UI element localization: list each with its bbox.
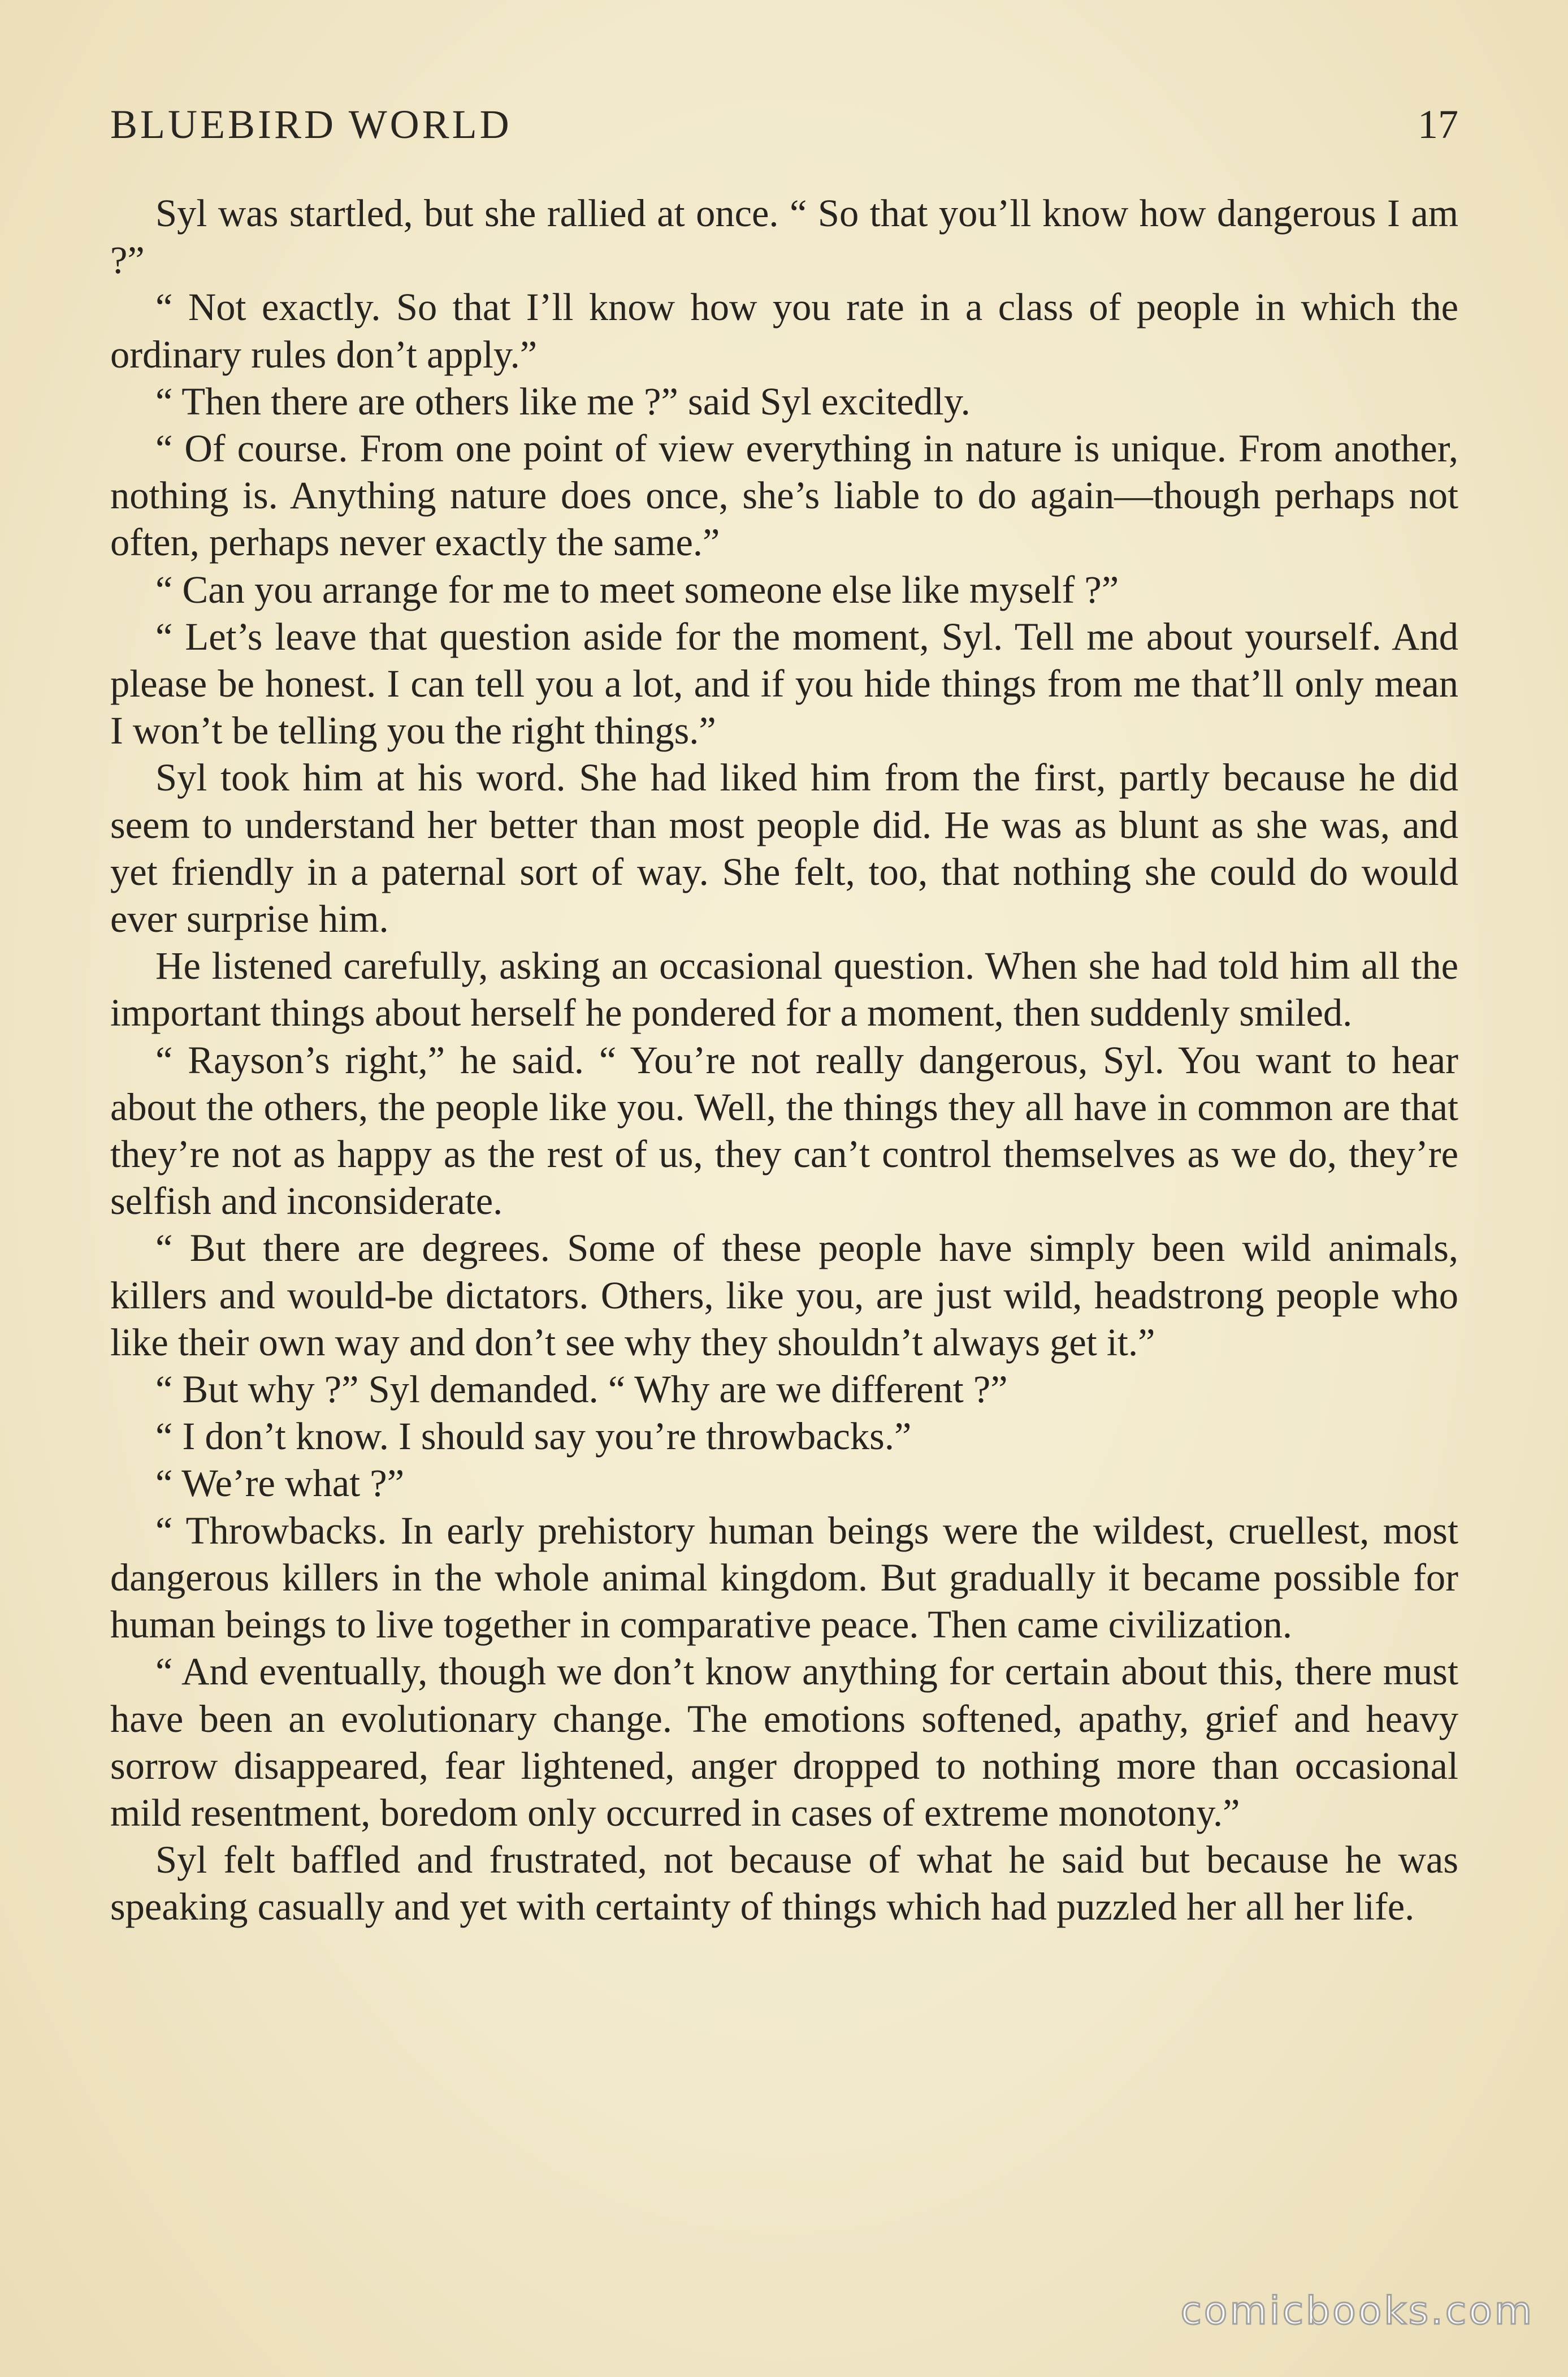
paragraph: Syl was startled, but she rallied at once. “ So that you’ll know how dangerous I am ?” [110, 192, 1458, 282]
running-head: BLUEBIRD WORLD [110, 102, 512, 147]
paragraph: “ I don’t know. I should say you’re throwbacks.” [155, 1415, 912, 1458]
paragraph: “ Rayson’s right,” he said. “ You’re not really dangerous, Syl. You want to hear about the others, the people like you. Well, the things they all have in common are that they’re not as happy as the rest of us, they can’t control themselves as we do, they’re selfish and inconsiderate. [110, 1038, 1458, 1223]
paragraph: “ We’re what ?” [155, 1462, 405, 1505]
watermark: comicbooks.com [1180, 2289, 1534, 2333]
paragraph: Syl took him at his word. She had liked him from the first, partly because he did seem to understand her better than most people did. He was as blunt as she was, and yet friendly in a paternal sort of way. She felt, too, that nothing she could do would ever surprise him. [110, 756, 1458, 941]
page-number: 17 [1418, 102, 1458, 147]
paragraph: “ Then there are others like me ?” said Syl excitedly. [155, 379, 971, 423]
paragraph: “ Not exactly. So that I’ll know how you rate in a class of people in which the ordinary rules don’t apply.” [110, 286, 1458, 376]
paragraph: “ Throwbacks. In early prehistory human beings were the wildest, cruellest, most dangerous killers in the whole animal kingdom. But gradually it became possible for human beings to live together in comparative peace. Then came civilization. [110, 1509, 1458, 1646]
paragraph: “ Can you arrange for me to meet someone else like myself ?” [155, 568, 1119, 611]
page-header [110, 96, 1458, 158]
body-text [110, 190, 1458, 1931]
paragraph: Syl felt baffled and frustrated, not because of what he said but because he was speaking casually and yet with certainty of things which had puzzled her all her life. [110, 1838, 1458, 1929]
paragraph: “ Let’s leave that question aside for the moment, Syl. Tell me about yourself. And please be honest. I can tell you a lot, and if you hide things from me that’ll only mean I won’t be telling you the right things.” [110, 615, 1458, 753]
paragraph: “ But why ?” Syl demanded. “ Why are we different ?” [155, 1368, 1008, 1411]
paragraph: “ And eventually, though we don’t know anything for certain about this, there must have been an evolutionary change. The emotions softened, apathy, grief and heavy sorrow disappeared, fear lightened, anger dropped to nothing more than occasional mild resentment, boredom only occurred in cases of extreme monotony.” [110, 1650, 1458, 1834]
paragraph: “ But there are degrees. Some of these people have simply been wild animals, killers and would-be dictators. Others, like you, are just wild, headstrong people who like their own way and don’t see why they shouldn’t always get it.” [110, 1226, 1458, 1364]
paragraph: He listened carefully, asking an occasional question. When she had told him all the important things about herself he pondered for a moment, then suddenly smiled. [110, 944, 1458, 1035]
paragraph: “ Of course. From one point of view everything in nature is unique. From another, nothing is. Anything nature does once, she’s liable to do again—though perhaps not often, perhaps never exactly the same.” [110, 427, 1458, 564]
